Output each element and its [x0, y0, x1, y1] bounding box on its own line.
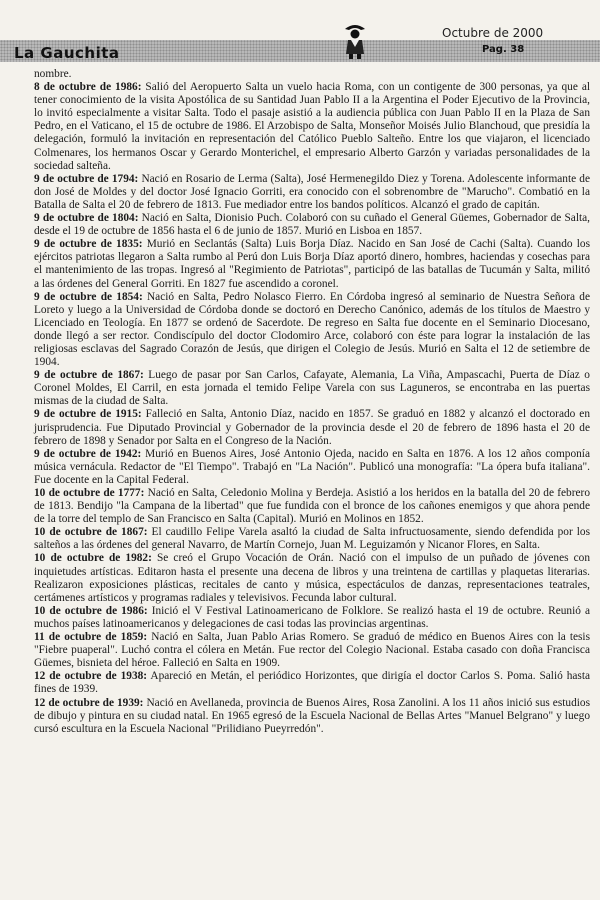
entry-date: 10 de octubre de 1867: — [34, 526, 148, 539]
gaucho-figure-icon — [342, 20, 368, 60]
entry-date: 11 de octubre de 1859: — [34, 631, 148, 644]
chronology-entry — [34, 212, 590, 238]
chronology-entry — [34, 526, 590, 552]
page-number: Pag. 38 — [482, 44, 525, 55]
entry-date: 9 de octubre de 1867: — [34, 369, 144, 382]
chronology-entry — [34, 670, 590, 696]
publication-title: La Gauchita — [14, 44, 120, 62]
entry-text: Inició el V Festival Latinoamericano de Folklore. Se realizó hasta el 19 de octubre. Reunió a muchos países latinoamericanos y delegaciones de casi todas las provincias argentinas. — [34, 604, 590, 630]
entry-date: 12 de octubre de 1938: — [34, 670, 148, 683]
entry-text: Nació en Salta, Celedonio Molina y Berdeja. Asistió a los heridos en la batalla del 20 de febrero de 1813. Bendijo "la Campana de la libertad" que fue fundida con el bronce de los cañones enemigos y que ahora pende de la torre del templo de San Francisco en Salta (Capital). Murió en Molinos en 1852. — [34, 487, 590, 526]
entry-date: 9 de octubre de 1835: — [34, 238, 143, 251]
entry-text: Apareció en Metán, el periódico Horizontes, que dirigía el doctor Carlos S. Poma. Salió hasta fines de 1939. — [34, 670, 591, 696]
entry-date: 8 de octubre de 1986: — [34, 81, 142, 94]
chronology-entry — [34, 81, 590, 173]
chronology-entry — [34, 408, 590, 447]
entry-date: 9 de octubre de 1942: — [34, 447, 142, 460]
entry-text: Nació en Salta, Pedro Nolasco Fierro. En Córdoba ingresó al seminario de Nuestra Señora de Loreto y luego a la Universidad de Córdoba donde se doctoró en Derecho Canónico, además de los títulos de Maestro y Licenciado en Teología. En 1877 se ordenó de Sacerdote. De regreso en Salta fue docente en el Seminario Diocesano, donde llegó a ser rector. Condiscípulo del doctor Clodomiro Arce, colaboró con éste para lograr la instalación de las religiosas esclavas del Sagrado Corazón de Jesús, que dirigen el Colegio de Jesús. Murió en Salta el 12 de setiembre de 1904. — [34, 290, 590, 369]
issue-date: Octubre de 2000 — [442, 26, 544, 40]
chronology-entry — [34, 631, 590, 670]
entry-text: Falleció en Salta, Antonio Díaz, nacido en 1857. Se graduó en 1882 y alcanzó el doctorado en jurisprudencia. Fue Diputado Provincial y Gobernador de la provincia desde el 20 de febrero de 1896 hasta el 20 de febrero de 1898 y Senador por Salta en el Congreso de la Nación. — [34, 408, 590, 447]
entry-text: Murió en Seclantás (Salta) Luis Borja Díaz. Nacido en San José de Cachi (Salta). Cuando los ejércitos patriotas llegaron a Salta rumbo al Perú don Luis Borja Díaz aportó dinero, hombres, haciendas y cosechas para el mantenimiento de las tropas. Ingresó al "Regimiento de Patriotas", participó de las batallas de Tucumán y Salta, militó a las órdenes del General Gorriti. En 1827 fue ascendido a coronel. — [34, 238, 590, 290]
leading-text: nombre. — [34, 68, 72, 80]
chronology-entry — [34, 605, 590, 631]
chronology-entry — [34, 173, 590, 212]
chronology-entry — [34, 697, 590, 736]
entry-date: 10 de octubre de 1982: — [34, 552, 152, 565]
entry-text: Nació en Salta, Dionisio Puch. Colaboró con su cuñado el General Güemes, Gobernador de Salta, desde el 19 de octubre de 1856 hasta el 6 de junio de 1857. Murió en Lisboa en 1857. — [34, 212, 590, 238]
entry-date: 9 de octubre de 1794: — [34, 172, 139, 185]
chronology-entry — [34, 448, 590, 487]
chronology-entry — [34, 238, 590, 290]
entry-date: 12 de octubre de 1939: — [34, 696, 144, 709]
entry-text: El caudillo Felipe Varela asaltó la ciudad de Salta infructuosamente, siendo defendida por los salteños a las órdenes del general Navarro, de Martín Cornejo, Juan M. Leguizamón y Nicanor Flores, en Salta. — [34, 526, 590, 552]
entries-list — [34, 81, 590, 736]
entry-text: Nació en Avellaneda, provincia de Buenos Aires, Rosa Zanolini. A los 11 años inició sus estudios de dibujo y pintura en su ciudad natal. En 1965 egresó de la Escuela Nacional de Bellas Artes "Manuel Belgrano" y luego cursó escultura en la Escuela Nacional "Prilidiano Pueyrredón". — [34, 696, 590, 735]
article-body — [34, 68, 590, 736]
chronology-entry — [34, 552, 590, 604]
chronology-entry — [34, 369, 590, 408]
entry-text: Luego de pasar por San Carlos, Cafayate, Alemania, La Viña, Ampascachi, Puerta de Díaz o Coronel Moldes, El Carril, en esta jornada el temido Felipe Varela con sus Laguneros, se encontraba en las puertas mismas de la ciudad de Salta. — [34, 369, 590, 408]
entry-text: Nació en Salta, Juan Pablo Arias Romero. Se graduó de médico en Buenos Aires con la tesis "Fiebre puaperal". Luchó contra el cólera en Metán. Fue rector del Colegio Nacional. Estaba casado con doña Francisca Güemes, bisnieta del héroe. Falleció en Salta en 1909. — [34, 631, 590, 670]
entry-date: 9 de octubre de 1915: — [34, 408, 142, 421]
entry-date: 9 de octubre de 1854: — [34, 290, 143, 303]
entry-text: Nació en Rosario de Lerma (Salta), José Hermenegildo Diez y Torena. Adolescente informante de don José de Moldes y del doctor José Ignacio Gorriti, era conocido con el sobrenombre de "Marucho". Combatió en la Batalla de Salta el 20 de febrero de 1813. Fue mediador entre los bandos políticos. Alcanzó el grado de capitán. — [34, 172, 591, 211]
entry-date: 10 de octubre de 1986: — [34, 604, 148, 617]
entry-text: Se creó el Grupo Vocación de Orán. Nació con el impulso de un puñado de jóvenes con inquietudes artísticas. Editaron hasta el presente una decena de libros y una treintena de cartillas y plaquetas literarias. Realizaron exposiciones plásticas, recitales de canto y música, espectáculos de danzas, representaciones teatrales, certámenes artísticos y programas radiales y televisivos. Fecunda labor cultural. — [34, 552, 591, 604]
entry-text: Salió del Aeropuerto Salta un vuelo hacia Roma, con un contigente de 300 personas, ya que al tener conocimiento de la visita Apostólica de su Santidad Juan Pablo II a la Argentina el Poder Ejecutivo de la Provincia, lo invitó especialmente a visitar Salta. Todo el pasaje asistió a la audiencia pública con Juan Pablo II en la Plaza de San Pedro, en el Vaticano, el 15 de octubre de 1986. El Arzobispo de Salta, Monseñor Moisés Julio Blanchoud, que presidía la delegación, formuló la invitación en representación del Católico Pueblo Salteño. Entre los que viajaron, el licenciado Colmenares, los hermanos Oscar y Gerardo Monterichel, el empresario Alberto Garzón y variadas personalidades de la sociedad salteña. — [34, 81, 591, 172]
chronology-entry — [34, 487, 590, 526]
entry-date: 9 de octubre de 1804: — [34, 212, 139, 225]
entry-date: 10 de octubre de 1777: — [34, 487, 145, 499]
entry-text: Murió en Buenos Aires, José Antonio Ojeda, nacido en Salta en 1876. A los 12 años componía música vernácula. Redactor de "El Tiempo". Trabajó en "La Nación". Publicó una monografía: "La ópera bufa italiana". Fue docente en la Capital Federal. — [34, 447, 590, 486]
chronology-entry — [34, 291, 590, 370]
